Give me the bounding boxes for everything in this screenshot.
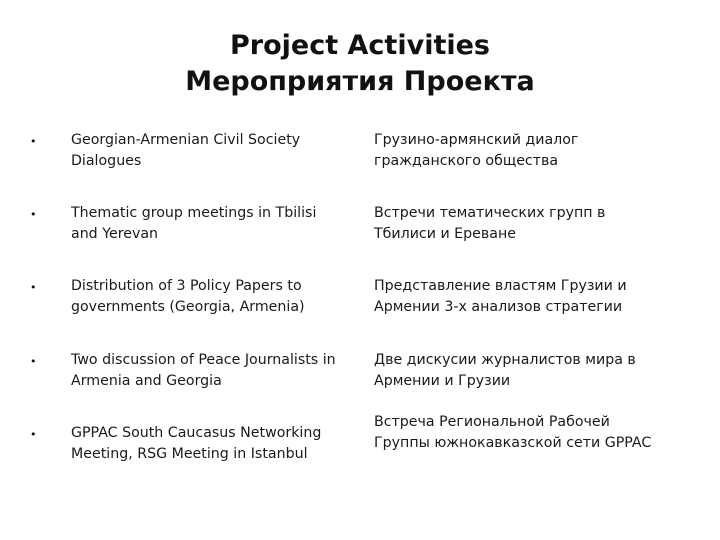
text-line: гражданского общества [374, 153, 559, 169]
text-line: Thematic group meetings in Tbilisi [71, 205, 317, 221]
activity-russian [374, 412, 709, 454]
text-line: Армении и Грузии [374, 373, 511, 389]
activity-russian [374, 350, 709, 392]
activity-english [71, 423, 356, 465]
slide-title [0, 28, 720, 100]
bullet-icon: • [30, 428, 37, 441]
activity-row [0, 350, 720, 400]
text-line: Georgian-Armenian Civil Society [71, 132, 301, 148]
title-english: Project Activities [230, 30, 490, 61]
text-line: Две дискусии журналистов мира в [374, 352, 636, 368]
text-line: Представление властям Грузии и [374, 278, 627, 294]
bullet-icon: • [30, 208, 37, 221]
activity-russian [374, 276, 709, 318]
text-line: Встречи тематических групп в [374, 205, 606, 221]
bullet-icon: • [30, 281, 37, 294]
activity-row [0, 203, 720, 253]
activity-english [71, 130, 356, 172]
activity-row [0, 130, 720, 180]
activity-row [0, 414, 720, 473]
text-line: Встреча Региональной Рабочей [374, 414, 610, 430]
activity-russian [374, 130, 709, 172]
text-line: GPPAC South Caucasus Networking [71, 425, 322, 441]
activity-russian [374, 203, 709, 245]
text-line: Грузино-армянский диалог [374, 132, 579, 148]
text-line: Группы южнокавказской сети GPPAC [374, 435, 652, 451]
title-russian: Мероприятия Проекта [185, 66, 535, 97]
text-line: and Yerevan [71, 226, 159, 242]
activity-english [71, 276, 356, 318]
text-line: Armenia and Georgia [71, 373, 222, 389]
bullet-icon: • [30, 135, 37, 148]
text-line: Тбилиси и Ереване [374, 226, 516, 242]
text-line: Армении 3-х анализов стратегии [374, 299, 623, 315]
text-line: Dialogues [71, 153, 142, 169]
bullet-icon: • [30, 355, 37, 368]
activity-row [0, 276, 720, 326]
activity-english [71, 203, 356, 245]
text-line: Distribution of 3 Policy Papers to [71, 278, 302, 294]
text-line: Meeting, RSG Meeting in Istanbul [71, 446, 308, 462]
text-line: Two discussion of Peace Journalists in [71, 352, 336, 368]
activity-english [71, 350, 356, 392]
text-line: governments (Georgia, Armenia) [71, 299, 305, 315]
